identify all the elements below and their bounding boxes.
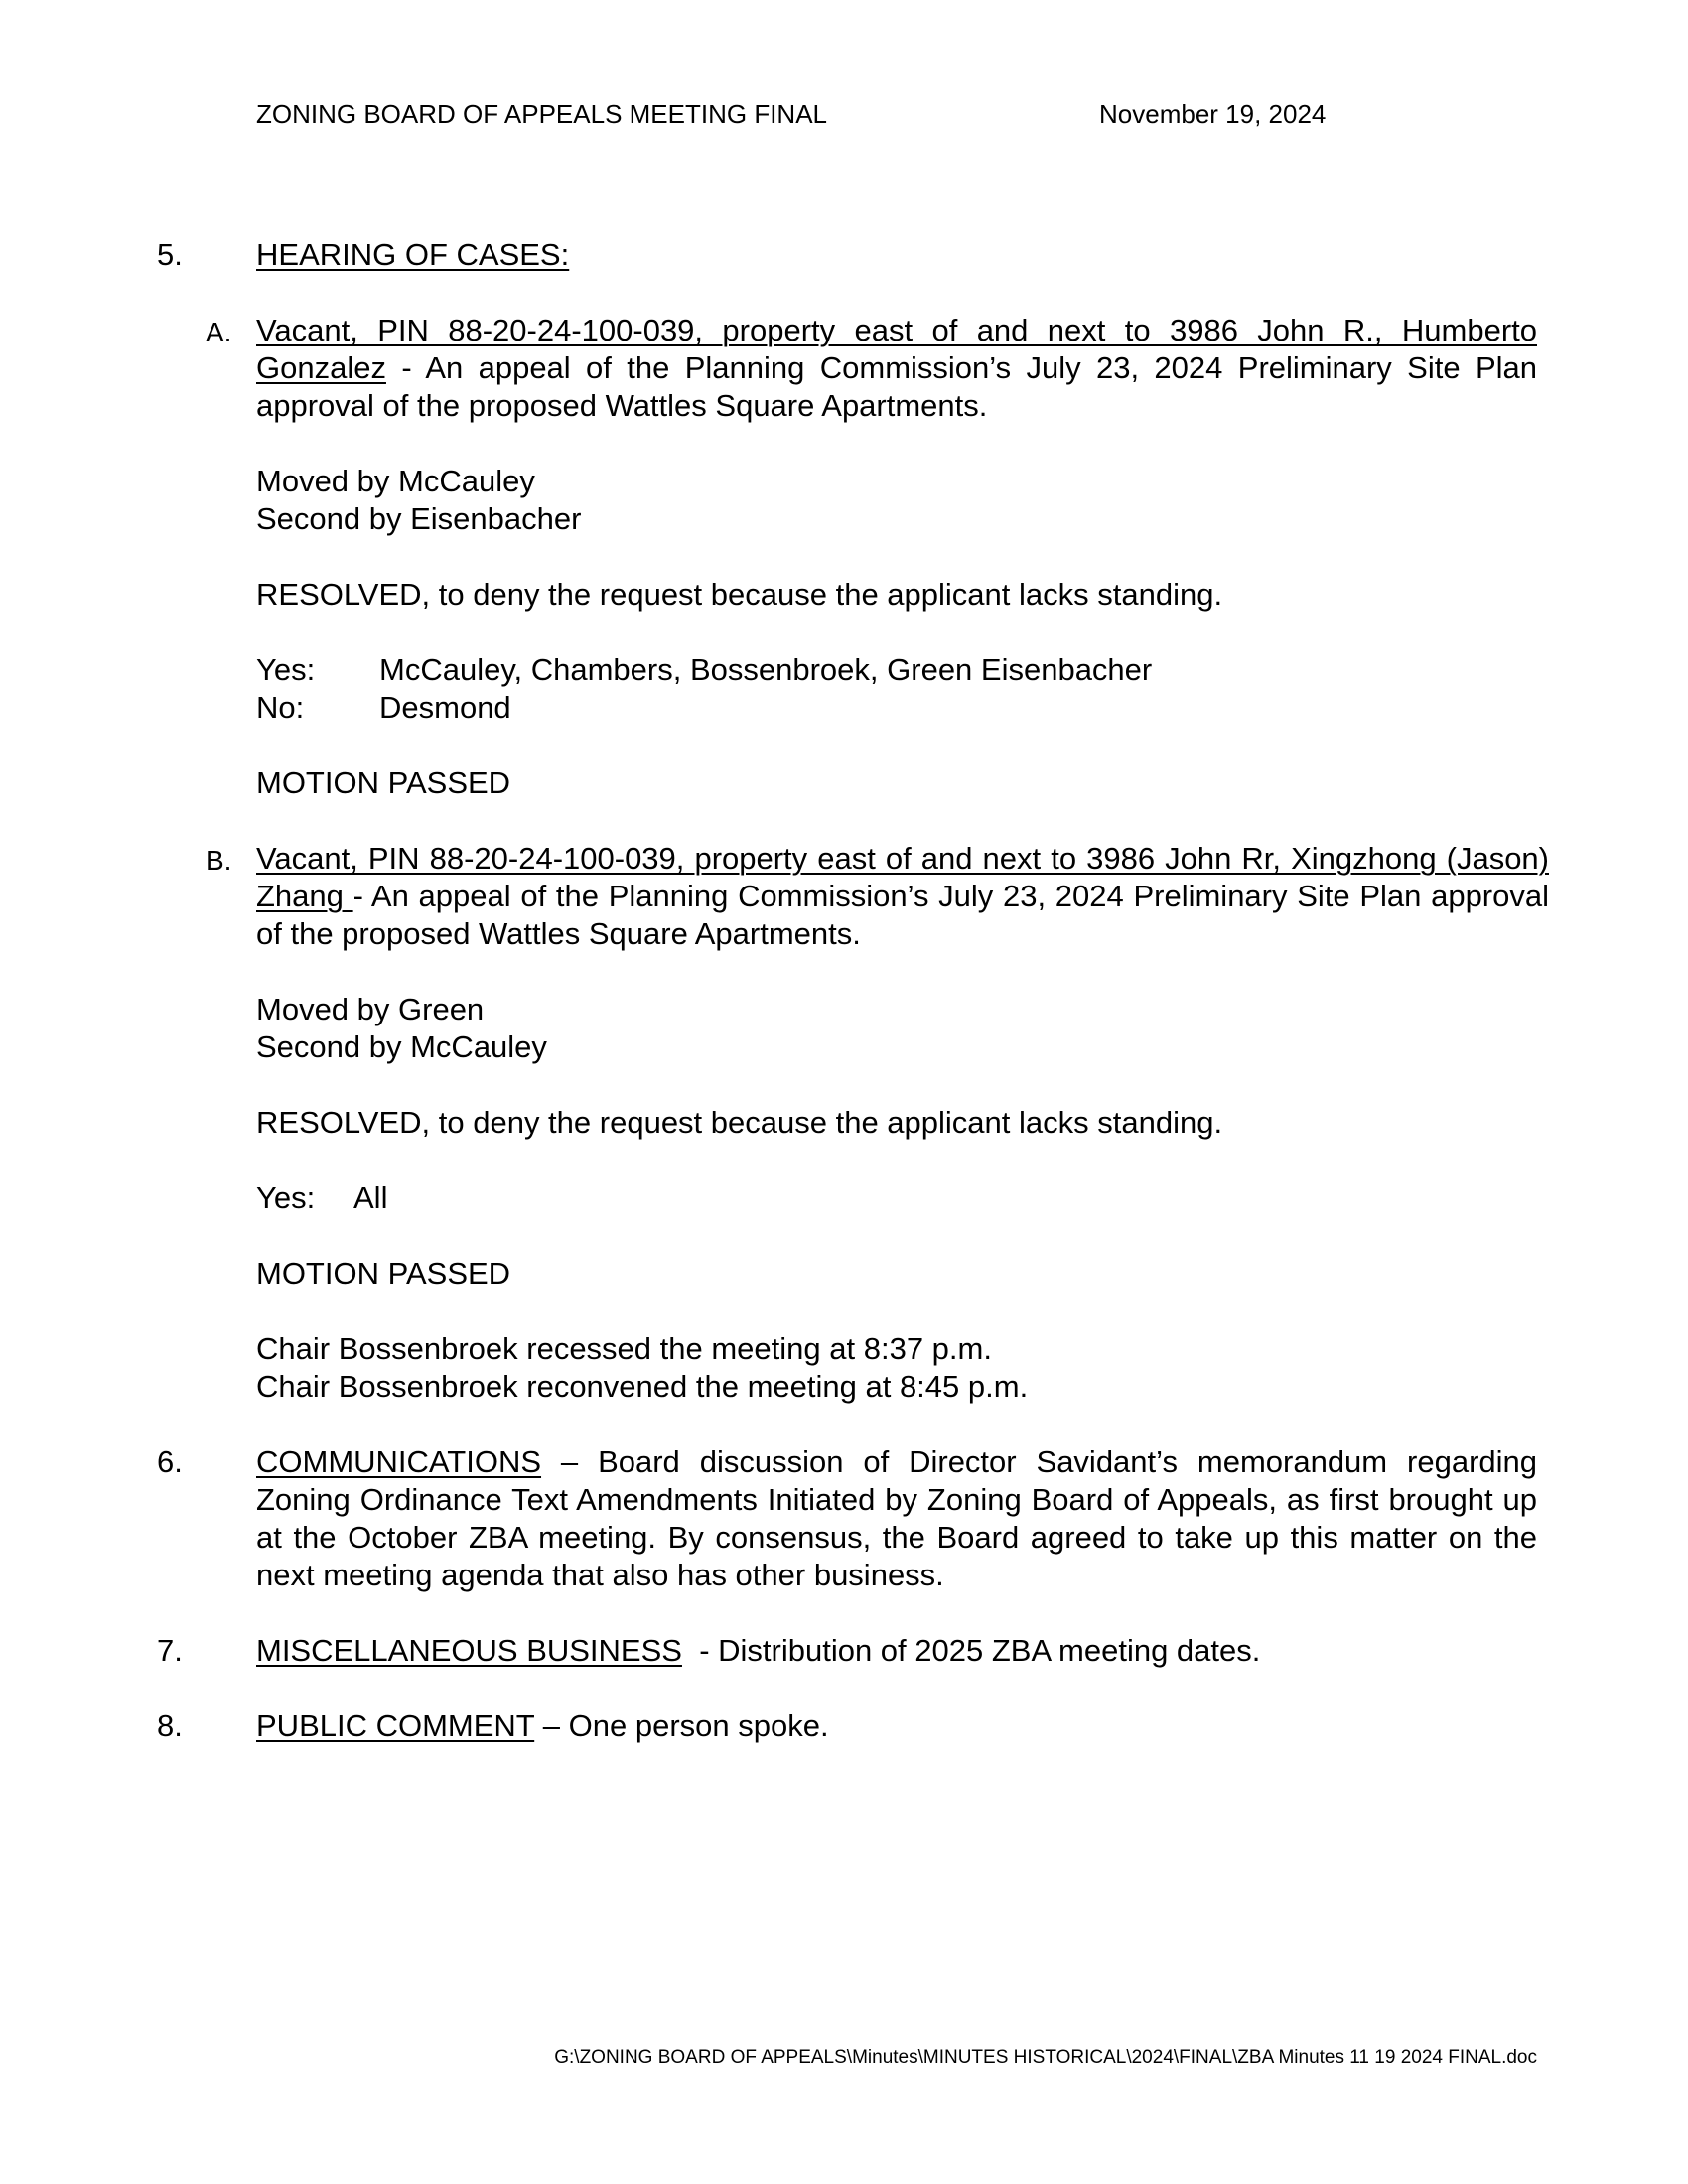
case-b-moved: Moved by Green [256,992,485,1026]
reconvene-note: Chair Bossenbroek reconvened the meeting at 8:45 p.m. [256,1369,1029,1404]
section-6-number: 6. [157,1444,183,1479]
section-7-number: 7. [157,1633,183,1668]
section-5-number: 5. [157,237,183,272]
case-b-resolved: RESOLVED, to deny the request because the applicant lacks standing. [256,1105,1223,1140]
case-a-no-vote [256,689,511,727]
section-8-text: – One person spoke. [534,1708,829,1743]
yes-label: Yes: [256,1180,316,1215]
case-a-second: Second by Eisenbacher [256,501,582,536]
case-a-yes-vote [256,651,1152,689]
case-b-paragraph [256,840,1549,953]
case-a-resolved: RESOLVED, to deny the request because the applicant lacks standing. [256,577,1223,612]
case-a-paragraph [256,312,1537,425]
section-5-heading: HEARING OF CASES: [256,237,570,272]
footer-file-path: G:\ZONING BOARD OF APPEALS\Minutes\MINUTES HISTORICAL\2024\FINAL\ZBA Minutes 11 19 2024 FINAL.doc [554,2047,1537,2068]
case-a-moved: Moved by McCauley [256,464,535,498]
case-b-letter: B. [206,845,232,876]
case-b-result: MOTION PASSED [256,1256,511,1291]
recess-note: Chair Bossenbroek recessed the meeting at 8:37 p.m. [256,1331,992,1366]
no-names: Desmond [379,690,511,725]
case-b-second: Second by McCauley [256,1029,547,1064]
yes-names: All [353,1180,388,1215]
header-date: November 19, 2024 [1099,99,1327,129]
case-b-yes-vote [256,1179,387,1217]
yes-names: McCauley, Chambers, Bossenbroek, Green Eisenbacher [379,652,1153,687]
case-b-description: - An appeal of the Planning Commission’s July 23, 2024 Preliminary Site Plan approval of the proposed Wattles Square Apartments. [256,879,1549,951]
section-8-number: 8. [157,1708,183,1743]
case-a-description: - An appeal of the Planning Commission’s July 23, 2024 Preliminary Site Plan approval of the proposed Wattles Square Apartments. [256,350,1537,423]
section-7-heading: MISCELLANEOUS BUSINESS [256,1633,682,1668]
no-label: No: [256,690,305,725]
header-title: ZONING BOARD OF APPEALS MEETING FINAL [256,99,827,129]
case-b-title: Vacant, PIN 88-20-24-100-039, property east of and next to 3986 John Rr, Xingzhong (Jason) Zhang [256,841,1549,913]
section-8-line [256,1707,829,1745]
section-8-heading: PUBLIC COMMENT [256,1708,535,1743]
section-6-text: – Board discussion of Director Savidant’s memorandum regarding Zoning Ordinance Text Amendments Initiated by Zoning Board of Appeals, as first brought up at the October ZBA meeting. By consensus, the Board agreed to take up this matter on the next meeting agenda that also has other business. [256,1444,1537,1592]
section-7-line [256,1632,1260,1670]
section-7-text: - Distribution of 2025 ZBA meeting dates. [681,1633,1261,1668]
section-6-heading: COMMUNICATIONS [256,1444,542,1479]
yes-label: Yes: [256,652,316,687]
case-a-result: MOTION PASSED [256,765,511,800]
case-a-letter: A. [206,317,232,347]
case-a-title: Vacant, PIN 88-20-24-100-039, property east of and next to 3986 John R., Humberto Gonzalez [256,313,1537,385]
section-6-paragraph [256,1443,1537,1594]
